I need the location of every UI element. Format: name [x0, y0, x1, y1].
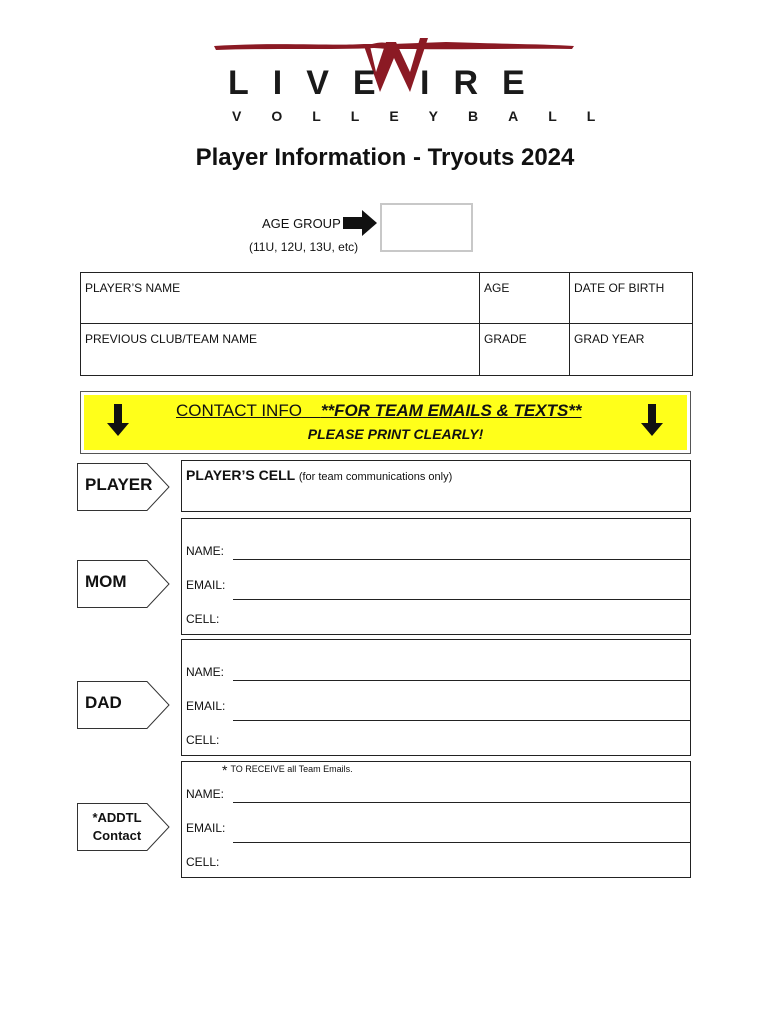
- player-cell-note: (for team communications only): [298, 471, 453, 483]
- previous-club-cell[interactable]: [81, 324, 480, 375]
- dad-name-field[interactable]: [233, 680, 690, 681]
- player-cell-label: PLAYER’S CELL: [186, 467, 295, 483]
- player-info-table: [80, 272, 693, 376]
- livewire-logo: [0, 28, 770, 128]
- date-of-birth-cell[interactable]: [570, 273, 692, 324]
- grad-year-cell[interactable]: [570, 324, 692, 375]
- grad-year-label: GRAD YEAR: [574, 332, 645, 346]
- logo-subtitle: VOLLEYBALL: [232, 108, 626, 124]
- player-cell-box[interactable]: [181, 460, 691, 512]
- grade-cell[interactable]: [480, 324, 570, 375]
- dad-cell-label: CELL:: [186, 733, 220, 747]
- addtl-cell-label: CELL:: [186, 855, 220, 869]
- print-clearly-note: PLEASE PRINT CLEARLY!: [307, 426, 484, 442]
- dad-email-field[interactable]: [233, 720, 690, 721]
- dad-tag-label: DAD: [85, 693, 122, 712]
- dad-name-label: NAME:: [186, 665, 225, 679]
- contact-info-highlight: [84, 395, 687, 450]
- contact-info-title-emphasis: **FOR TEAM EMAILS & TEXTS**: [320, 401, 582, 420]
- contact-info-banner: [80, 391, 691, 454]
- addtl-note-text: TO RECEIVE all Team Emails.: [230, 764, 353, 774]
- age-label: AGE: [484, 281, 510, 295]
- age-group-hint: (11U, 12U, 13U, etc): [249, 240, 359, 254]
- arrow-down-icon: [640, 403, 664, 437]
- age-cell[interactable]: [480, 273, 570, 324]
- age-group-input-box[interactable]: [380, 203, 473, 252]
- mom-email-field[interactable]: [233, 599, 690, 600]
- addtl-name-label: NAME:: [186, 787, 225, 801]
- addtl-name-field[interactable]: [233, 802, 690, 803]
- dad-email-label: EMAIL:: [186, 699, 226, 713]
- addtl-note: [222, 762, 353, 778]
- addtl-contact-tag: [77, 803, 170, 851]
- logo-word-ire: IRE: [420, 64, 549, 102]
- addtl-contact-tag-label: [77, 809, 157, 845]
- player-cell-title: [186, 467, 452, 483]
- dad-tag: [77, 681, 170, 729]
- contact-info-title: [176, 401, 582, 421]
- addtl-email-field[interactable]: [233, 842, 690, 843]
- player-tag: [77, 463, 170, 511]
- mom-name-label: NAME:: [186, 544, 225, 558]
- arrow-right-icon: [342, 209, 378, 237]
- players-name-label: PLAYER’S NAME: [85, 281, 181, 295]
- mom-name-field[interactable]: [233, 559, 690, 560]
- logo-word-live: LIVE: [228, 64, 400, 102]
- dad-contact-box: [181, 639, 691, 756]
- mom-tag-label: MOM: [85, 572, 127, 591]
- addtl-contact-box: [181, 761, 691, 878]
- addtl-email-label: EMAIL:: [186, 821, 226, 835]
- previous-club-label: PREVIOUS CLUB/TEAM NAME: [85, 332, 258, 346]
- mom-email-label: EMAIL:: [186, 578, 226, 592]
- age-group-label: AGE GROUP: [262, 216, 341, 231]
- mom-contact-box: [181, 518, 691, 635]
- page-title: Player Information - Tryouts 2024: [195, 144, 575, 171]
- addtl-tag-line2: Contact: [92, 828, 142, 843]
- mom-tag: [77, 560, 170, 608]
- date-of-birth-label: DATE OF BIRTH: [574, 281, 665, 295]
- mom-cell-label: CELL:: [186, 612, 220, 626]
- player-tag-label: PLAYER: [85, 475, 153, 494]
- contact-info-title-plain: CONTACT INFO: [176, 401, 302, 420]
- addtl-tag-line1: *ADDTL: [92, 810, 142, 825]
- players-name-cell[interactable]: [81, 273, 480, 324]
- grade-label: GRADE: [484, 332, 527, 346]
- addtl-note-star: *: [222, 762, 228, 778]
